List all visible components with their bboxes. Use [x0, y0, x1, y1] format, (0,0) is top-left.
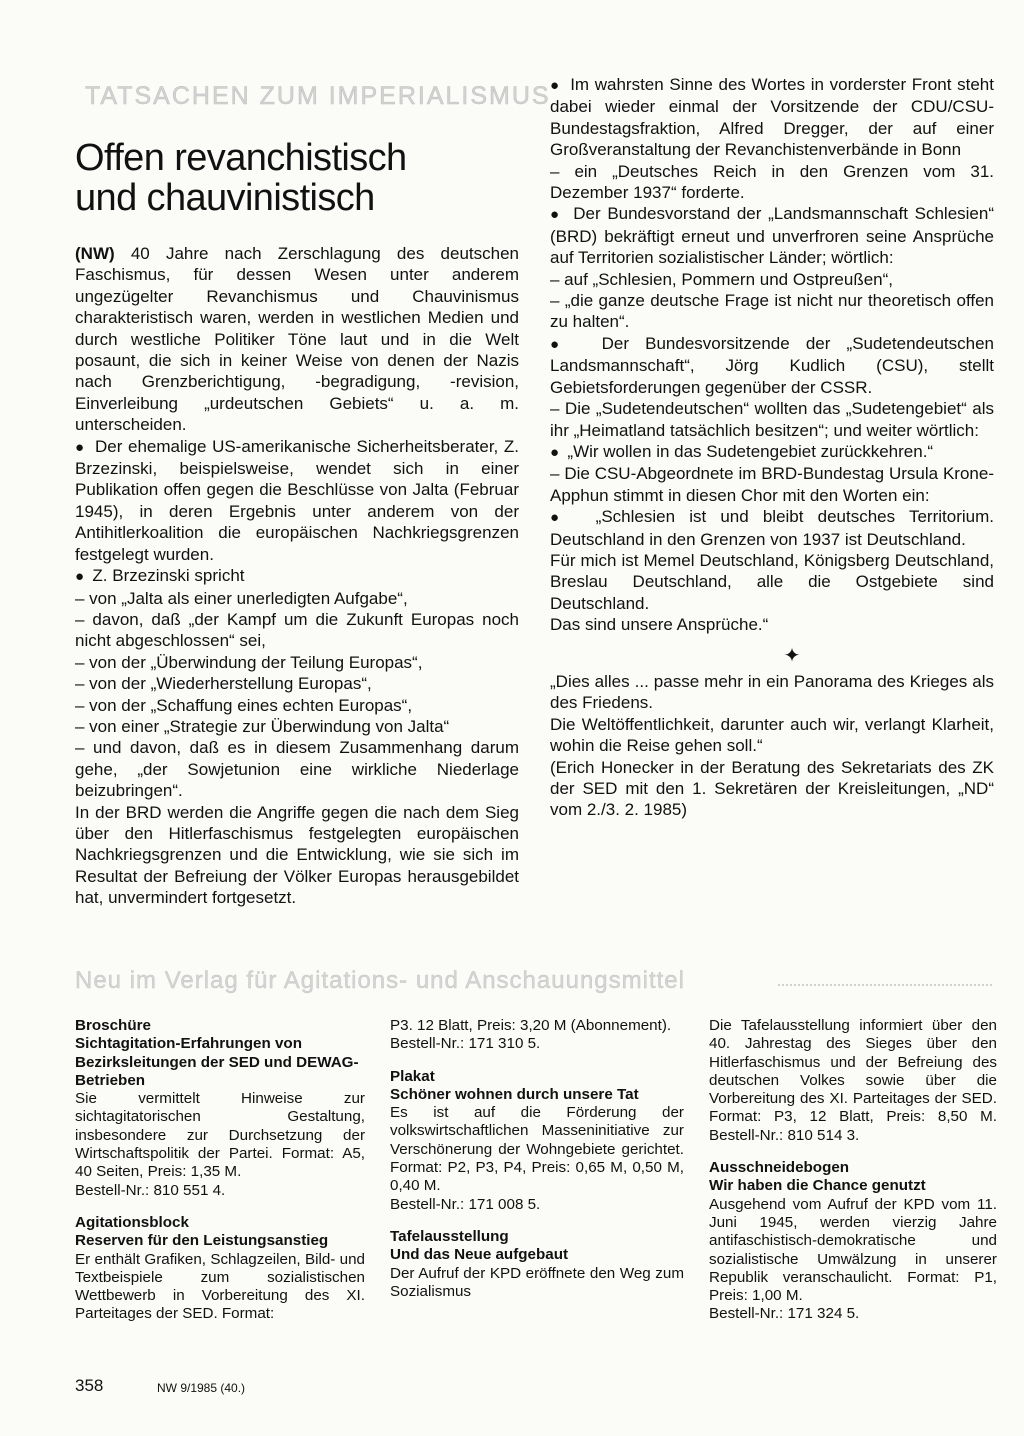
paragraph-text: Der Bundesvorstand der „Landsmannschaft Schlesien“ (BRD) bekräftigt erneut und unverfroren seine Ansprüche auf Territorien sozialistischer Länder; wörtlich: [550, 204, 994, 268]
page-number: 358 [75, 1376, 104, 1395]
quote-list-item: – von „Jalta als einer unerledigten Aufgabe“, [75, 588, 408, 608]
source-tag: (NW) [75, 244, 115, 263]
publication-order-number: Bestell-Nr.: 171 008 5. [390, 1195, 541, 1213]
paragraph-brzezinski-lead [75, 565, 519, 587]
publication-title: Reserven für den Leistungsanstieg [75, 1232, 329, 1250]
intro-paragraph [75, 243, 519, 436]
quote-list-item: – von der „Wiederherstellung Europas“, [75, 674, 372, 694]
publication-description: Die Tafelausstellung informiert über den 40. Jahrestag des Sieges über den Hitlerfaschismus und der Befreiung des deutschen Volkes sowie über die Vorbereitung des XI. Parteitages der SED. Format: P3, 12 Blatt, Preis: 8,50 M. Bestell-Nr.: 810 514 3. [709, 1017, 997, 1144]
section-title: Neu im Verlag für Agitations- und Anschauungsmittel [75, 967, 685, 994]
publication-description: Es ist auf die Förderung der volkswirtschaftlichen Masseninitiative zur Verschönerung der Wohngebiete gerichtet. Format: P2, P3, P4, Preis: 0,65 M, 0,50 M, 0,40 M. [390, 1104, 684, 1195]
publication-description: Der Aufruf der KPD eröffnete den Weg zum Sozialismus [390, 1264, 684, 1300]
publication-order-number: Bestell-Nr.: 810 551 4. [75, 1181, 226, 1199]
dash-item: – Die „Sudetendeutschen“ wollten das „Sudetengebiet“ als ihr „Heimatland tatsächlich besitzen“; und weiter wörtlich: [550, 399, 994, 440]
paragraph-text: Der Bundesvorsitzende der „Sudetendeutschen Landsmannschaft“, Jörg Kudlich (CSU), stellt Gebietsforderungen gegenüber der CSSR. [550, 333, 994, 397]
publications-column-2 [390, 1017, 684, 1315]
publication-order-number: Bestell-Nr.: 171 310 5. [390, 1035, 541, 1053]
publication-description: P3. 12 Blatt, Preis: 3,20 M (Abonnement). [390, 1017, 672, 1034]
headline-line-1: Offen revanchistisch [75, 137, 407, 179]
publication-item [75, 1017, 365, 1200]
headline-line-2: und chauvinistisch [75, 177, 375, 219]
paragraph-text: Der ehemalige US-amerikanische Sicherheitsberater, Z. Brzezinski, beispielsweise, wendet sich in einer Publikation offen gegen die Beschlüsse von Jalta (Februar 1945), in deren Ergebnis unter anderem von der Antihitlerkoalition die europäischen Nachkriegsgrenzen festgelegt wurden. [75, 436, 519, 564]
separator-star-icon: ✦ [783, 644, 801, 667]
article-headline [75, 138, 525, 218]
paragraph-sudetendeutsche [550, 333, 994, 398]
article-right-column [550, 74, 994, 821]
honecker-quote-continuation: Die Weltöffentlichkeit, darunter auch wir, verlangt Klarheit, wohin die Reise gehen soll.“ [550, 714, 994, 756]
paragraph-schlesien-quote [550, 506, 994, 550]
paragraph-sudeten-quote [550, 441, 994, 463]
paragraph-text: Im wahrsten Sinne des Wortes in vorderster Front steht dabei wieder einmal der Vorsitzende der CDU/CSU-Bundestagsfraktion, Alfred Dregger, der auf einer Großveranstaltung der Revanchistenverbände in Bonn [550, 75, 994, 160]
closing-paragraph: In der BRD werden die Angriffe gegen die nach dem Sieg über den Hitlerfaschismus festgelegten europäischen Nachkriegsgrenzen und die Entwicklung, wie sie sich im Resultat der Befreiung der Völker Europas herausgebildet hat, unvermindert fortgesetzt. [75, 802, 519, 908]
section-divider [778, 984, 992, 986]
publication-description: Ausgehend vom Aufruf der KPD vom 11. Juni 1945, werden vierzig Jahre antifaschistisch-demokratische und sozialistische Umwälzung in unserer Republik veranschaulicht. Format: P1, Preis: 1,00 M. [709, 1195, 997, 1305]
quote-continuation: Das sind unsere Ansprüche.“ [550, 615, 769, 635]
publication-item [75, 1214, 365, 1324]
article-left-column [75, 243, 519, 909]
publication-category: Plakat [390, 1067, 435, 1085]
paragraph-text: „Schlesien ist und bleibt deutsches Territorium. Deutschland in den Grenzen von 1937 ist Deutschland. [550, 507, 994, 549]
quote-source: (Erich Honecker in der Beratung des Sekretariats des ZK der SED mit den 1. Sekretären der Kreisleitungen, „ND“ vom 2./3. 2. 1985) [550, 757, 994, 820]
publications-column-1 [75, 1017, 365, 1338]
paragraph-text: Z. Brzezinski spricht [92, 566, 245, 586]
publication-description: Sie vermittelt Hinweise zur sichtagitatorischen Gestaltung, insbesondere zur Durchsetzung der Wirtschaftspolitik der Partei. Format: A5, 40 Seiten, Preis: 1,35 M. [75, 1090, 365, 1181]
publication-item [390, 1228, 684, 1301]
publication-category: Agitationsblock [75, 1213, 189, 1231]
issue-label: NW 9/1985 (40.) [157, 1381, 246, 1395]
publication-title: Wir haben die Chance genutzt [709, 1177, 926, 1195]
publication-item [709, 1159, 997, 1324]
publication-title: Und das Neue aufgebaut [390, 1246, 569, 1264]
publication-continuation [390, 1017, 684, 1054]
quote-continuation: Für mich ist Memel Deutschland, Königsberg Deutschland, Breslau Deutschland, alle die Ostgebiete sind Deutschland. [550, 550, 994, 613]
publication-title: Schöner wohnen durch unsere Tat [390, 1085, 639, 1103]
publication-title: Sichtagitation-Erfahrungen von Bezirksleitungen der SED und DEWAG-Betrieben [75, 1035, 359, 1089]
intro-text: 40 Jahre nach Zerschlagung des deutschen Faschismus, für dessen Wesen unter anderem ungezügelter Revanchismus und Chauvinismus charakteristisch waren, werden in westlichen Medien und durch westliche Politiker Töne laut und in die Welt posaunt, die sich in keiner Weise von denen der Nazis nach Grenzberichtigung, -begradigung, -revision, Einverleibung „urdeutschen Gebiets“ u. a. m. unterscheiden. [75, 244, 519, 435]
publication-description: Er enthält Grafiken, Schlagzeilen, Bild- und Textbeispiele zum sozialistischen Wettbewerb in Vorbereitung des XI. Parteitages der SED. Format: [75, 1250, 365, 1323]
dash-item: – „die ganze deutsche Frage ist nicht nur theoretisch offen zu halten“. [550, 291, 994, 332]
publication-item [390, 1068, 684, 1214]
publication-category: Tafelausstellung [390, 1227, 509, 1245]
kicker-heading: TATSACHEN ZUM IMPERIALISMUS [85, 82, 551, 110]
publication-category: Broschüre [75, 1017, 151, 1034]
quote-list-item: – von der „Schaffung eines echten Europas“, [75, 695, 413, 715]
paragraph-brzezinski [75, 436, 519, 565]
quote-list-item: – von einer „Strategie zur Überwindung von Jalta“ [75, 716, 450, 736]
quote-list-item: – von der „Überwindung der Teilung Europas“, [75, 652, 423, 672]
publication-category: Ausschneidebogen [709, 1159, 850, 1177]
honecker-quote: „Dies alles ... passe mehr in ein Panorama des Krieges als des Friedens. [550, 671, 994, 713]
quote-list-item: – davon, daß „der Kampf um die Zukunft Europas noch nicht abgeschlossen“ sei, [75, 609, 519, 651]
quote-list-item: – und davon, daß es in diesem Zusammenhang darum gehe, „der Sowjetunion eine wirkliche Niederlage beizubringen“. [75, 738, 519, 801]
dash-item: – auf „Schlesien, Pommern und Ostpreußen“, [550, 269, 893, 289]
publications-column-3 [709, 1017, 997, 1338]
publication-order-number: Bestell-Nr.: 171 324 5. [709, 1305, 860, 1323]
paragraph-dregger [550, 74, 994, 161]
dash-item: – Die CSU-Abgeordnete im BRD-Bundestag Ursula Krone-Apphun stimmt in diesen Chor mit den Worten ein: [550, 464, 994, 505]
dash-item: – ein „Deutsches Reich in den Grenzen vom 31. Dezember 1937“ forderte. [550, 161, 994, 203]
paragraph-landsmannschaft-schlesien [550, 203, 994, 268]
publication-continuation [709, 1017, 997, 1145]
paragraph-text: „Wir wollen in das Sudetengebiet zurückkehren.“ [567, 441, 934, 461]
